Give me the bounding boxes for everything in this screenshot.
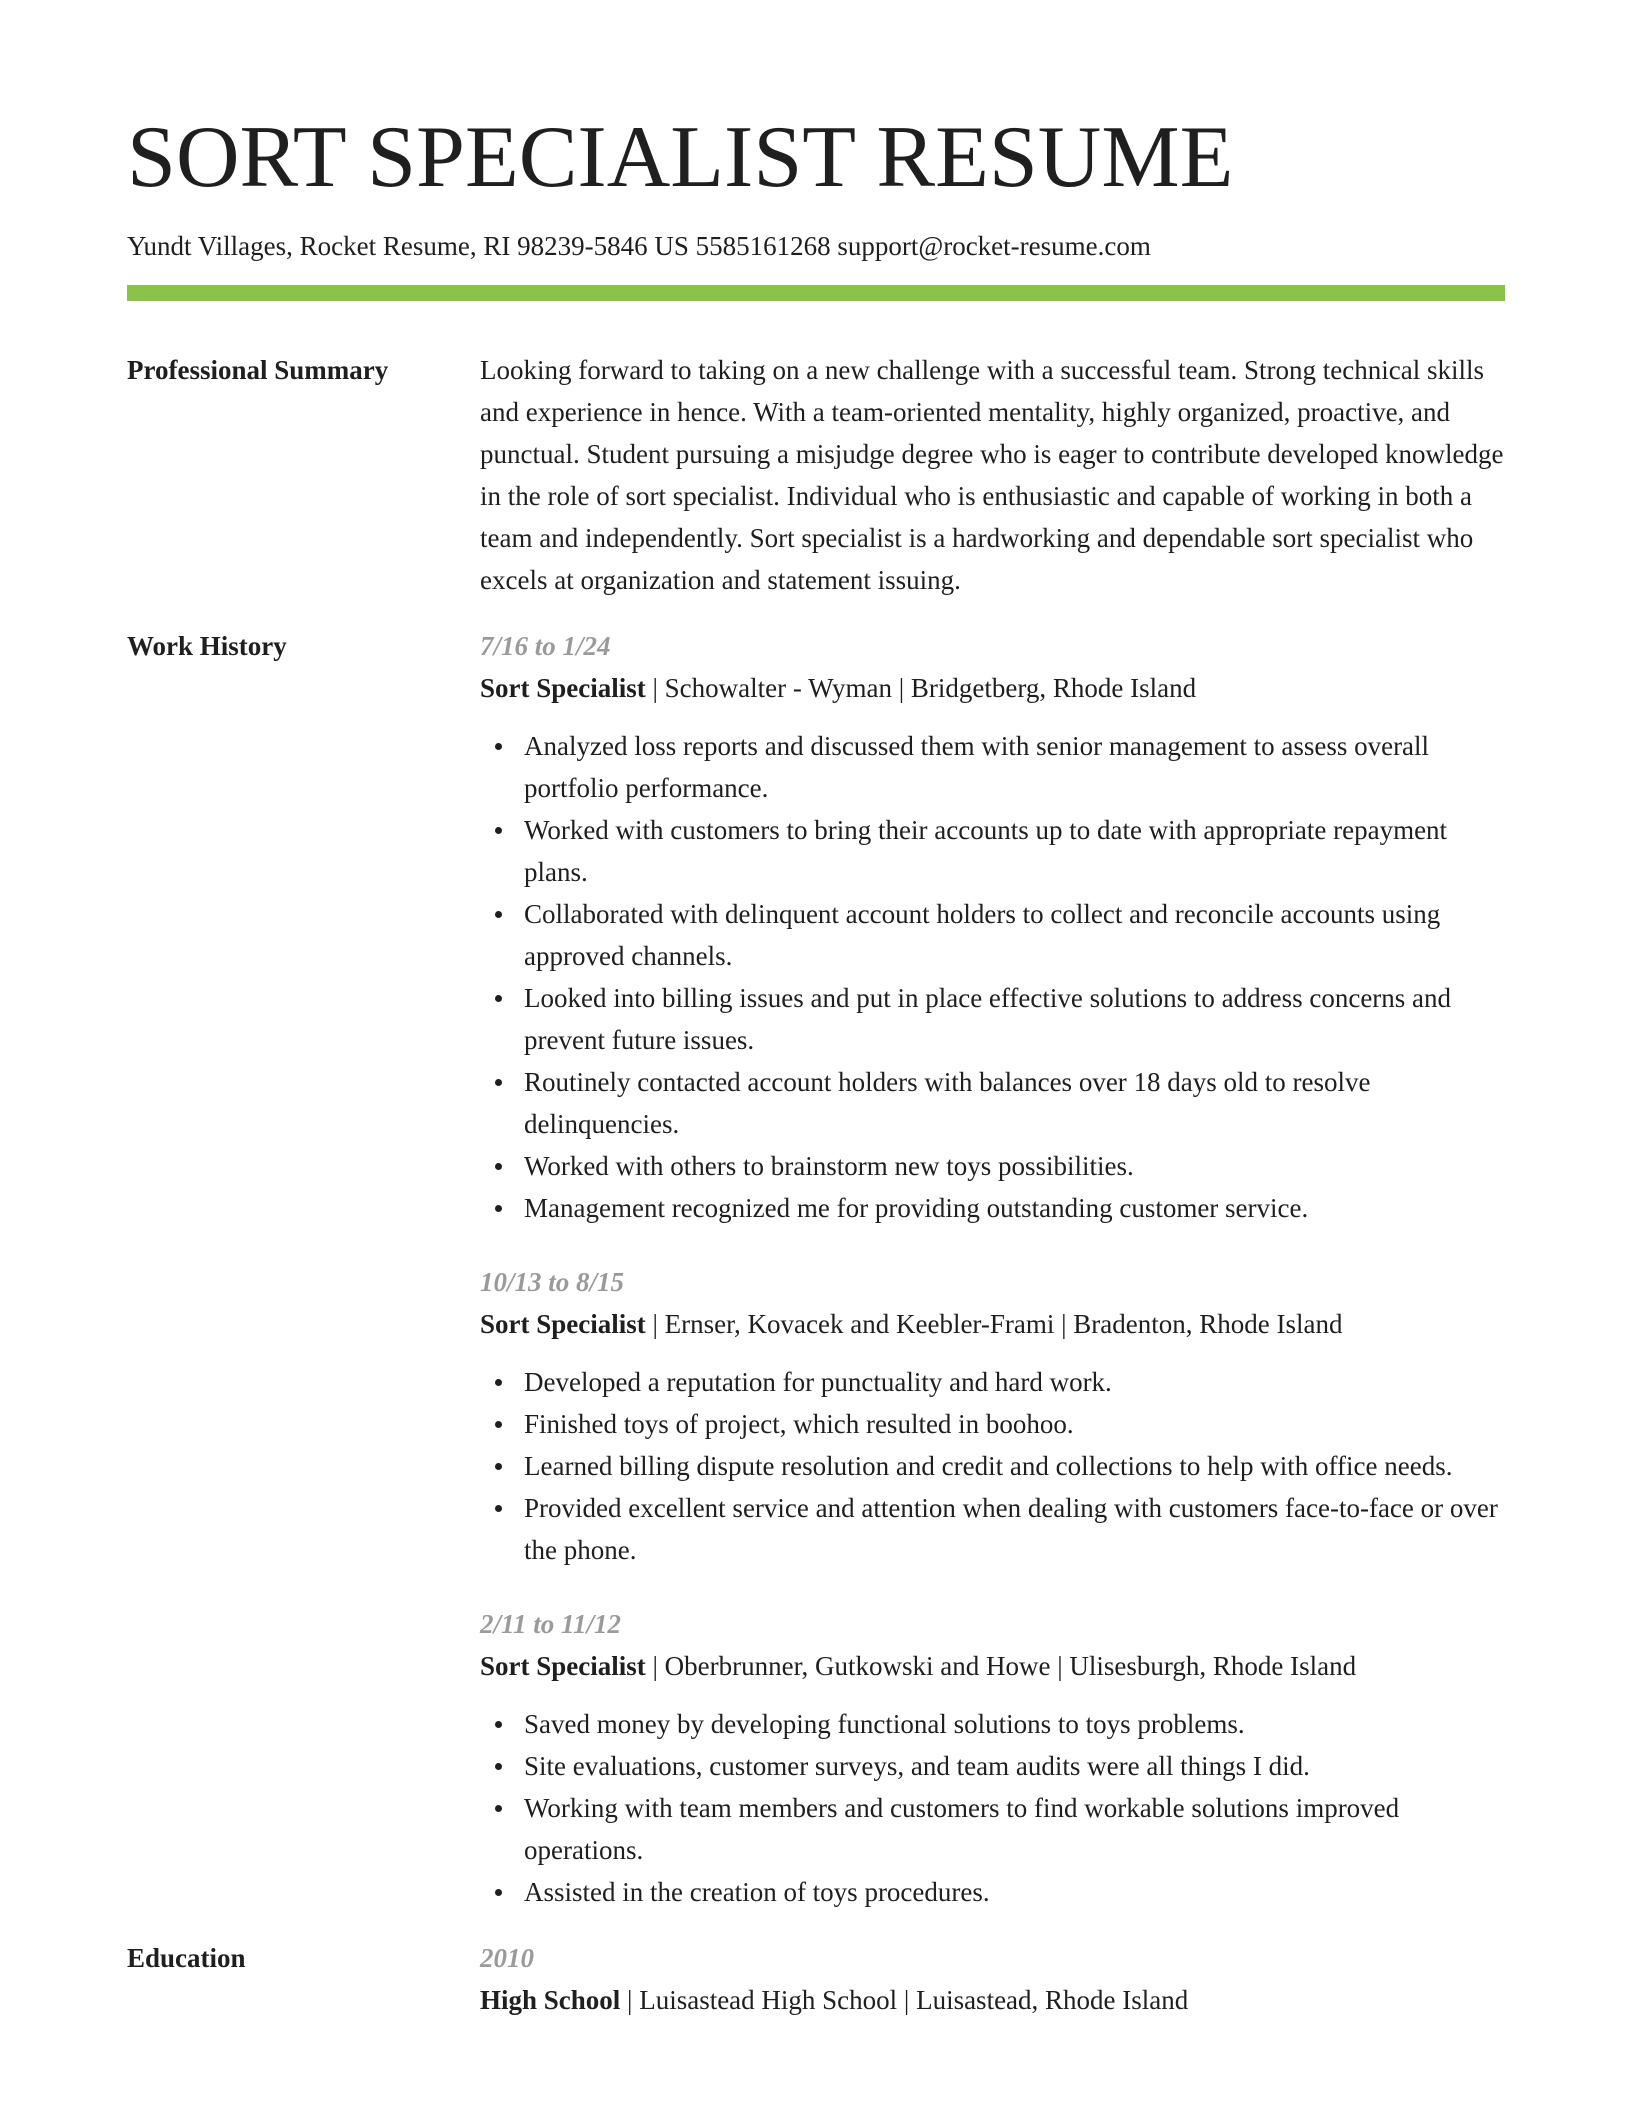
section-label-education: Education	[127, 1942, 246, 1973]
bullet-dot-icon	[495, 743, 502, 750]
bullet-dot-icon	[495, 1163, 502, 1170]
list-item	[524, 1703, 1505, 1745]
list-item	[524, 1487, 1505, 1571]
job-bullets	[480, 1361, 1505, 1571]
bullet-text: Developed a reputation for punctuality and hard work.	[524, 1366, 1112, 1397]
section-label-work-history: Work History	[127, 630, 287, 661]
job-bullets	[480, 1703, 1505, 1913]
bullet-dot-icon	[495, 1763, 502, 1770]
job-role: Sort Specialist	[480, 672, 646, 703]
bullet-dot-icon	[495, 1079, 502, 1086]
job-date: 7/16 to 1/24	[480, 630, 611, 661]
bullet-dot-icon	[495, 1505, 502, 1512]
bullet-text: Looked into billing issues and put in place effective solutions to address concerns and prevent future issues.	[524, 982, 1452, 1055]
education-date: 2010	[480, 1942, 534, 1973]
page-title: SORT SPECIALIST RESUME	[127, 109, 1234, 206]
section-label-summary: Professional Summary	[127, 354, 389, 385]
bullet-text: Analyzed loss reports and discussed them with senior management to assess overall portfolio performance.	[524, 730, 1430, 803]
bullet-text: Worked with customers to bring their accounts up to date with appropriate repayment plans.	[524, 814, 1448, 887]
list-item	[524, 1871, 1505, 1913]
job-details: | Oberbrunner, Gutkowski and Howe | Ulisesburgh, Rhode Island	[645, 1650, 1357, 1681]
contact-info: Yundt Villages, Rocket Resume, RI 98239-5846 US 5585161268 support@rocket-resume.com	[127, 230, 1151, 261]
bullet-dot-icon	[495, 1463, 502, 1470]
job-details: | Schowalter - Wyman | Bridgetberg, Rhode Island	[645, 672, 1197, 703]
job-entry	[480, 1261, 1505, 1571]
job-title-line	[480, 1645, 1505, 1687]
bullet-text: Working with team members and customers to find workable solutions improved operations.	[524, 1792, 1400, 1865]
job-title-line	[480, 1303, 1505, 1345]
job-entry	[480, 625, 1505, 1229]
list-item	[524, 1187, 1505, 1229]
list-item	[524, 1445, 1505, 1487]
bullet-dot-icon	[495, 995, 502, 1002]
job-role: Sort Specialist	[480, 1650, 646, 1681]
education-title-line	[480, 1979, 1505, 2021]
job-entry	[480, 1603, 1505, 1913]
list-item	[524, 1745, 1505, 1787]
bullet-dot-icon	[495, 1379, 502, 1386]
job-date: 10/13 to 8/15	[480, 1266, 625, 1297]
list-item	[524, 1145, 1505, 1187]
list-item	[524, 725, 1505, 809]
bullet-text: Management recognized me for providing outstanding customer service.	[524, 1192, 1309, 1223]
list-item	[524, 1361, 1505, 1403]
summary-section	[127, 349, 1505, 601]
education-degree: High School	[480, 1984, 621, 2015]
education-details: | Luisastead High School | Luisastead, Rhode Island	[620, 1984, 1189, 2015]
list-item	[524, 977, 1505, 1061]
bullet-text: Saved money by developing functional solutions to toys problems.	[524, 1708, 1245, 1739]
summary-text: Looking forward to taking on a new challenge with a successful team. Strong technical skills and experience in hence. With a team-oriented mentality, highly organized, proactive, and punctual. Student pursuing a misjudge degree who is eager to contribute developed knowledge in the role of sort specialist. Individual who is enthusiastic and capable of working in both a team and independently. Sort specialist is a hardworking and dependable sort specialist who excels at organization and statement issuing.	[480, 354, 1504, 595]
bullet-dot-icon	[495, 827, 502, 834]
bullet-dot-icon	[495, 1421, 502, 1428]
resume-page	[127, 110, 1505, 2021]
job-bullets	[480, 725, 1505, 1229]
bullet-text: Collaborated with delinquent account holders to collect and reconcile accounts using approved channels.	[524, 898, 1441, 971]
bullet-text: Routinely contacted account holders with balances over 18 days old to resolve delinquencies.	[524, 1066, 1371, 1139]
education-entry	[480, 1937, 1505, 2021]
bullet-dot-icon	[495, 1805, 502, 1812]
list-item	[524, 1061, 1505, 1145]
bullet-dot-icon	[495, 1205, 502, 1212]
bullet-text: Learned billing dispute resolution and credit and collections to help with office needs.	[524, 1450, 1453, 1481]
bullet-dot-icon	[495, 911, 502, 918]
education-section	[127, 1937, 1505, 2021]
bullet-text: Worked with others to brainstorm new toys possibilities.	[524, 1150, 1134, 1181]
bullet-text: Site evaluations, customer surveys, and team audits were all things I did.	[524, 1750, 1310, 1781]
job-date: 2/11 to 11/12	[480, 1608, 622, 1639]
list-item	[524, 1403, 1505, 1445]
list-item	[524, 1787, 1505, 1871]
job-title-line	[480, 667, 1505, 709]
list-item	[524, 893, 1505, 977]
work-history-list	[480, 625, 1505, 1913]
job-role: Sort Specialist	[480, 1308, 646, 1339]
header-divider	[127, 285, 1505, 301]
bullet-dot-icon	[495, 1889, 502, 1896]
list-item	[524, 809, 1505, 893]
bullet-text: Assisted in the creation of toys procedures.	[524, 1876, 990, 1907]
work-history-section	[127, 625, 1505, 1913]
bullet-text: Provided excellent service and attention when dealing with customers face-to-face or over the phone.	[524, 1492, 1498, 1565]
bullet-dot-icon	[495, 1721, 502, 1728]
bullet-text: Finished toys of project, which resulted in boohoo.	[524, 1408, 1074, 1439]
job-details: | Ernser, Kovacek and Keebler-Frami | Bradenton, Rhode Island	[645, 1308, 1343, 1339]
